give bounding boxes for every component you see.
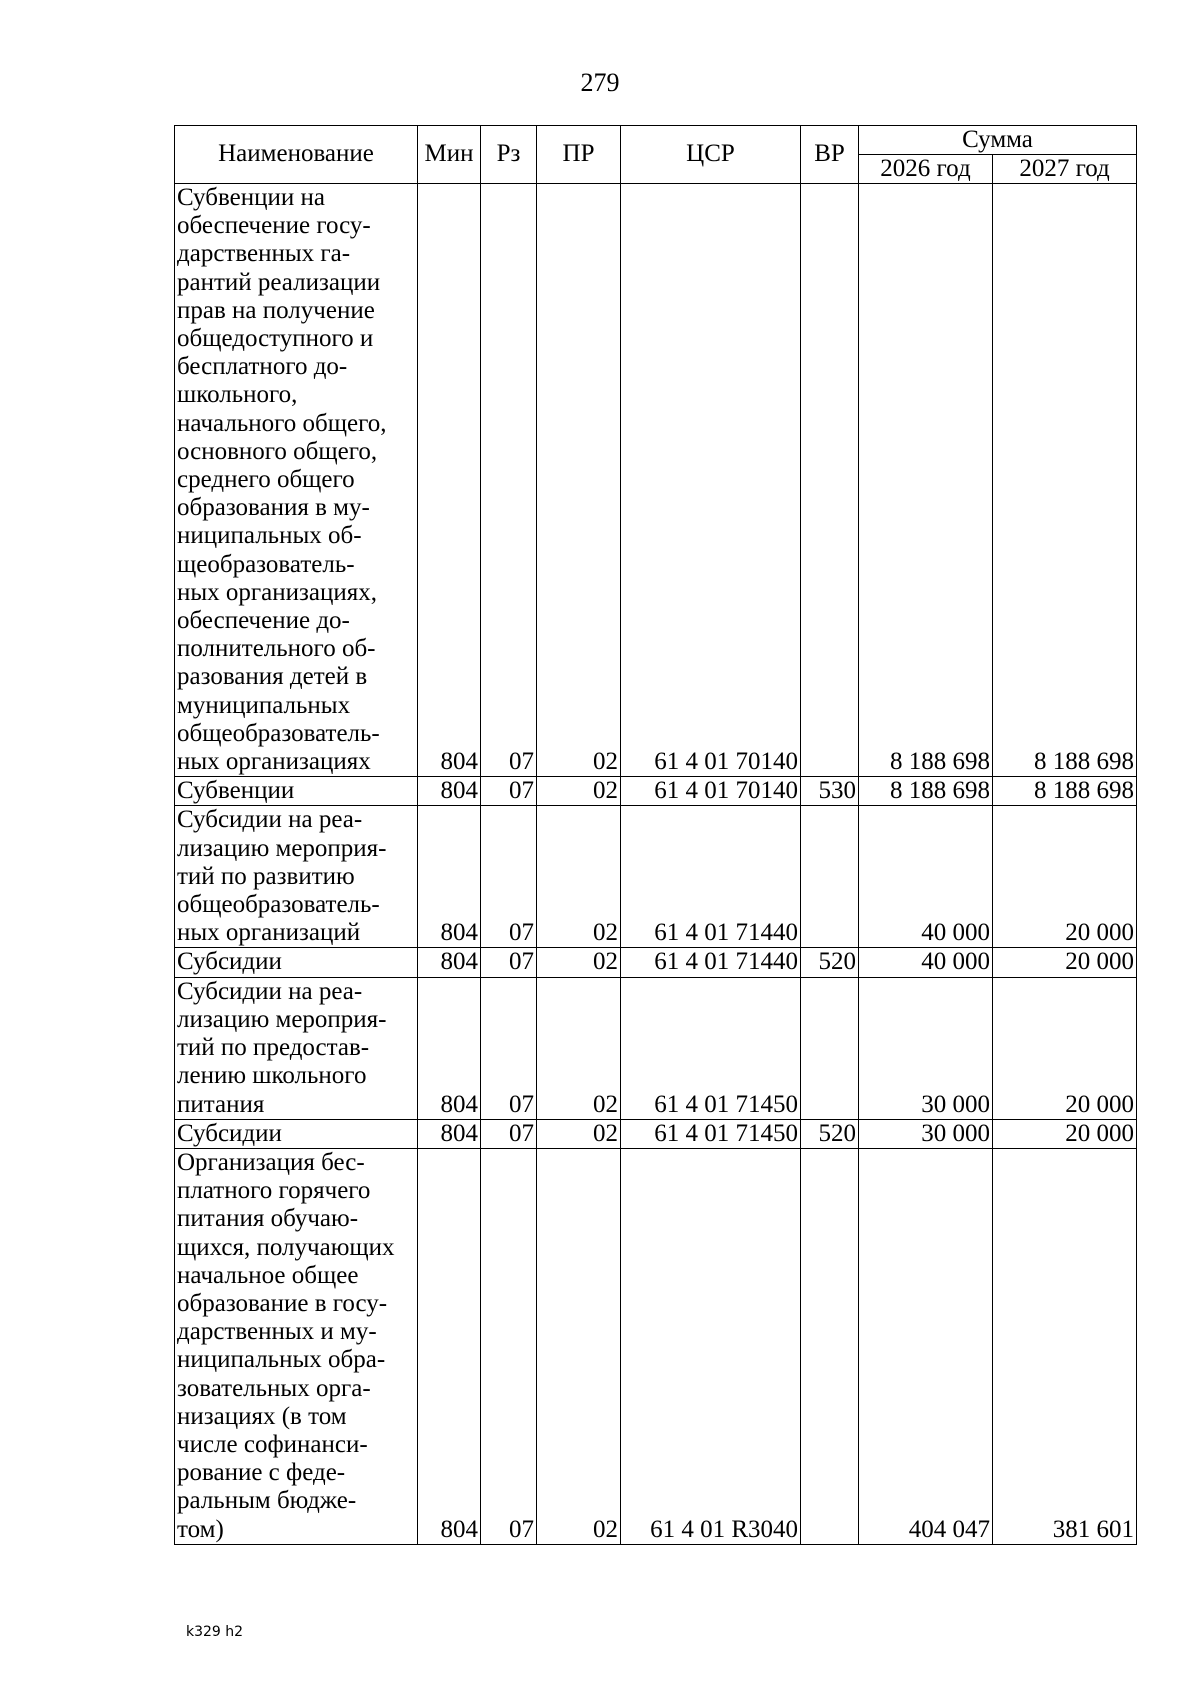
row-min: 804 (418, 1148, 481, 1544)
row-min: 804 (418, 184, 481, 777)
row-pr: 02 (537, 184, 621, 777)
row-sum-2027: 20 000 (993, 1119, 1137, 1148)
row-name-line: числе софинанси- (177, 1430, 368, 1458)
footer-code: k329 h2 (186, 1624, 244, 1640)
row-name-line: ниципальных обра- (177, 1346, 386, 1374)
row-name-line: лению школьного (177, 1062, 367, 1090)
row-name-line: общеобразователь- (177, 719, 380, 747)
row-name-line: образования в му- (177, 494, 370, 522)
row-name-line: муниципальных (177, 691, 351, 719)
row-name-line: низациях (в том (177, 1402, 347, 1430)
row-name-line: щеобразователь- (177, 550, 355, 578)
table-row (175, 806, 1137, 948)
header-rz: Рз (481, 126, 537, 184)
row-name-line: Организация бес- (177, 1148, 365, 1176)
row-sum-2026: 40 000 (859, 948, 993, 977)
row-sum-2026: 404 047 (859, 1148, 993, 1544)
row-name-line: зовательных орга- (177, 1374, 371, 1402)
header-csr: ЦСР (621, 126, 801, 184)
row-rz: 07 (481, 1148, 537, 1544)
header-year-2026: 2026 год (859, 155, 993, 184)
header-pr: ПР (537, 126, 621, 184)
budget-table (174, 125, 1137, 1545)
row-min: 804 (418, 1119, 481, 1148)
row-vr (801, 1148, 859, 1544)
row-pr: 02 (537, 777, 621, 806)
row-name-line: обеспечение госу- (177, 212, 371, 240)
row-name (175, 806, 418, 948)
row-name-line: начальное общее (177, 1261, 359, 1289)
row-min: 804 (418, 977, 481, 1119)
header-year-2027: 2027 год (993, 155, 1137, 184)
row-vr: 530 (801, 777, 859, 806)
row-name (175, 184, 418, 777)
row-vr: 520 (801, 1119, 859, 1148)
row-name-line: обеспечение до- (177, 607, 350, 635)
table-row (175, 948, 1137, 977)
row-name-line: общедоступного и (177, 325, 374, 353)
row-name-line: среднего общего (177, 466, 355, 494)
table-row (175, 777, 1137, 806)
row-name-line: Субсидии (177, 948, 282, 976)
row-name-line: лизацию мероприя- (177, 834, 387, 862)
row-rz: 07 (481, 777, 537, 806)
page-number: 279 (580, 68, 620, 97)
row-sum-2026: 30 000 (859, 1119, 993, 1148)
row-name-line: Субвенции (177, 777, 295, 805)
row-vr (801, 184, 859, 777)
row-name-line: Субсидии на реа- (177, 806, 363, 834)
row-vr (801, 977, 859, 1119)
row-name-line: тий по развитию (177, 862, 355, 890)
row-csr: 61 4 01 71450 (621, 977, 801, 1119)
row-sum-2026: 8 188 698 (859, 777, 993, 806)
row-name-line: школьного, (177, 381, 298, 409)
row-min: 804 (418, 948, 481, 977)
row-sum-2027: 20 000 (993, 948, 1137, 977)
row-name-line: прав на получение (177, 296, 375, 324)
row-name-line: том) (177, 1515, 224, 1543)
row-sum-2027: 381 601 (993, 1148, 1137, 1544)
table-row (175, 977, 1137, 1119)
row-csr: 61 4 01 71440 (621, 806, 801, 948)
row-name-line: дарственных и му- (177, 1318, 377, 1346)
row-name (175, 948, 418, 977)
row-sum-2026: 40 000 (859, 806, 993, 948)
row-pr: 02 (537, 948, 621, 977)
row-name (175, 1119, 418, 1148)
header-min: Мин (418, 126, 481, 184)
row-name-line: основного общего, (177, 437, 378, 465)
row-name-line: лизацию мероприя- (177, 1005, 387, 1033)
header-name: Наименование (175, 126, 418, 184)
row-name-line: полнительного об- (177, 635, 376, 663)
row-csr: 61 4 01 70140 (621, 777, 801, 806)
row-name-line: Субсидии (177, 1119, 282, 1147)
row-csr: 61 4 01 71450 (621, 1119, 801, 1148)
row-name-line: начального общего, (177, 409, 387, 437)
row-min: 804 (418, 777, 481, 806)
row-name (175, 1148, 418, 1544)
header-sum: Сумма (859, 126, 1137, 155)
table-row (175, 1119, 1137, 1148)
row-name-line: ных организаций (177, 919, 361, 947)
row-name-line: общеобразователь- (177, 891, 380, 919)
row-name-line: платного горячего (177, 1177, 371, 1205)
row-pr: 02 (537, 1148, 621, 1544)
row-name-line: Субвенции на (177, 184, 325, 211)
row-csr: 61 4 01 71440 (621, 948, 801, 977)
row-name-line: Субсидии на реа- (177, 977, 363, 1005)
row-sum-2027: 20 000 (993, 806, 1137, 948)
row-rz: 07 (481, 806, 537, 948)
row-sum-2027: 20 000 (993, 977, 1137, 1119)
row-name-line: тий по предостав- (177, 1034, 370, 1062)
row-name (175, 977, 418, 1119)
row-name-line: ных организациях, (177, 578, 378, 606)
row-name-line: разования детей в (177, 663, 368, 691)
row-name-line: рантий реализации (177, 268, 381, 296)
row-vr: 520 (801, 948, 859, 977)
row-name-line: бесплатного до- (177, 353, 348, 381)
row-min: 804 (418, 806, 481, 948)
row-name-line: рование с феде- (177, 1459, 346, 1487)
row-sum-2027: 8 188 698 (993, 777, 1137, 806)
row-pr: 02 (537, 977, 621, 1119)
row-csr: 61 4 01 R3040 (621, 1148, 801, 1544)
row-name-line: щихся, получающих (177, 1233, 395, 1261)
row-name-line: дарственных га- (177, 240, 351, 268)
row-rz: 07 (481, 948, 537, 977)
row-name-line: образование в госу- (177, 1289, 388, 1317)
row-csr: 61 4 01 70140 (621, 184, 801, 777)
row-pr: 02 (537, 806, 621, 948)
row-sum-2026: 30 000 (859, 977, 993, 1119)
row-name-line: ниципальных об- (177, 522, 362, 550)
row-rz: 07 (481, 184, 537, 777)
row-name (175, 777, 418, 806)
table-row (175, 1148, 1137, 1544)
row-rz: 07 (481, 977, 537, 1119)
row-rz: 07 (481, 1119, 537, 1148)
row-sum-2026: 8 188 698 (859, 184, 993, 777)
row-name-line: ных организациях (177, 748, 371, 776)
header-vr: ВР (801, 126, 859, 184)
row-sum-2027: 8 188 698 (993, 184, 1137, 777)
row-pr: 02 (537, 1119, 621, 1148)
row-vr (801, 806, 859, 948)
row-name-line: питания (177, 1090, 265, 1118)
row-name-line: ральным бюдже- (177, 1487, 357, 1515)
table-body (175, 184, 1137, 1545)
row-name-line: питания обучаю- (177, 1205, 359, 1233)
table-row (175, 184, 1137, 777)
